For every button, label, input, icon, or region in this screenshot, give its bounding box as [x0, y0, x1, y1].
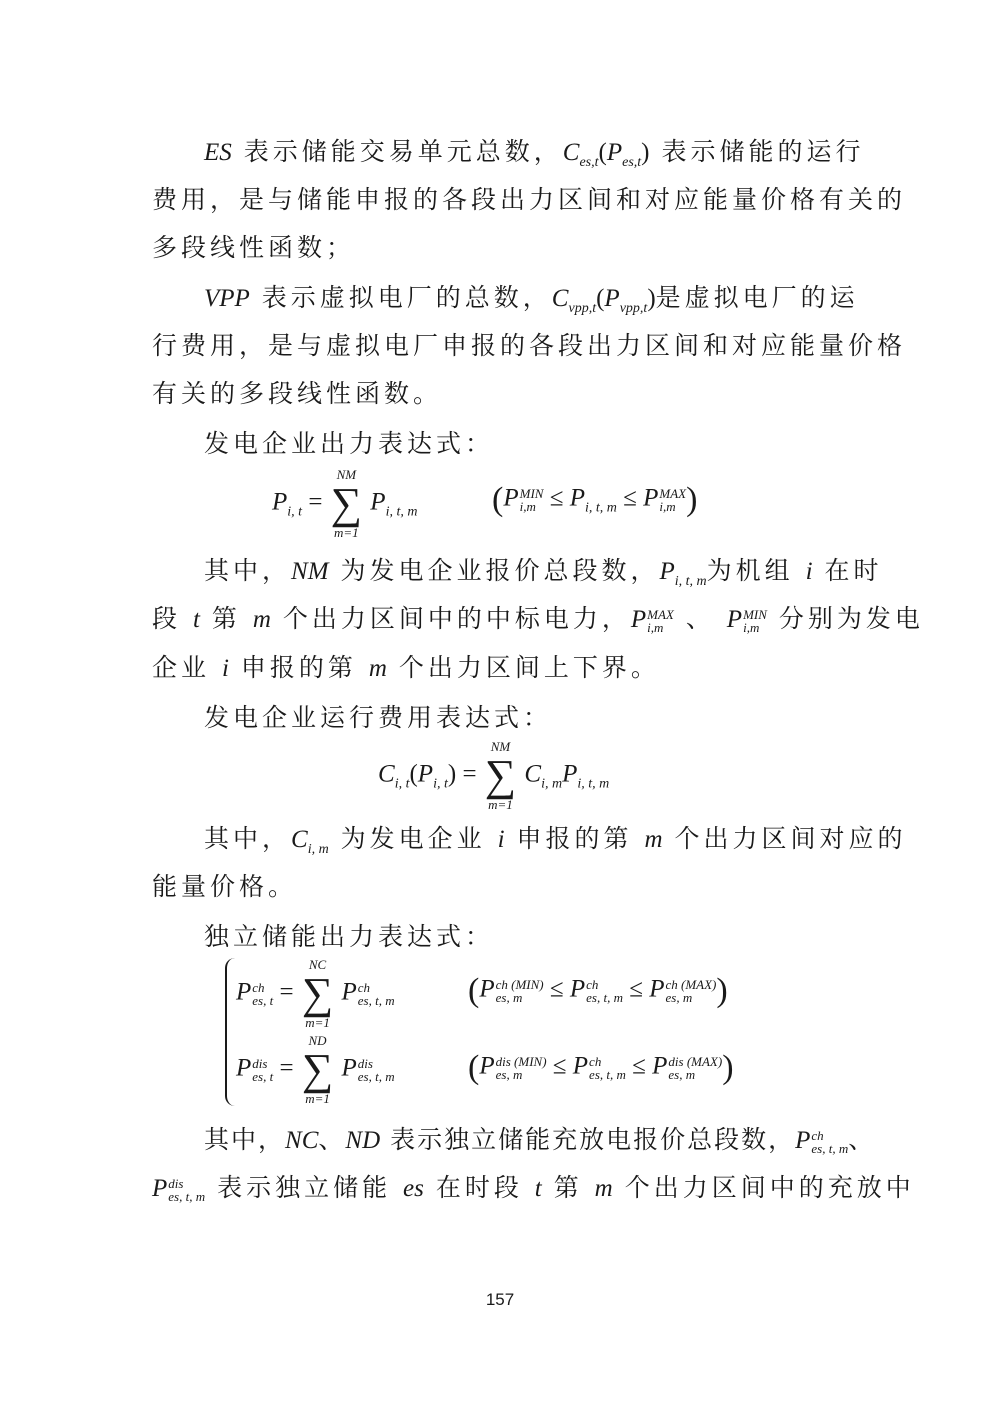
equation-generation-constraint: (P MIN i,m ≤ $P_{i, t, m} \le P$ MAX i,m )	[492, 481, 698, 518]
paragraph-es-line-3: 多段线性函数；	[152, 233, 356, 262]
paragraph-cim-line-1: 其中，$C_{i, m}$ 为发电企业 i 申报的第 m 个出力区间对应的	[204, 824, 907, 857]
summation-symbol: ND ∑ m=1	[301, 1033, 334, 1106]
heading-storage-output: 独立储能出力表达式：	[204, 922, 495, 951]
paragraph-vpp-line-2: 行费用，是与虚拟电厂申报的各段出力区间和对应能量价格	[152, 331, 907, 360]
paragraph-vpp-line-1: VPP 表示虚拟电厂的总数，$C_{vpp,t}(P_{vpp,t})$是虚拟电厂的运	[204, 283, 859, 316]
equation-storage-discharge-constraint: (P dis (MIN) es, m ≤ P ch es, t, m ≤ P dis (MAX) es, m )	[468, 1049, 734, 1086]
paragraph-nm-line-3: 企业 i 申报的第 m 个出力区间上下界。	[152, 653, 660, 682]
summation-symbol: NM ∑ m=1	[484, 739, 517, 812]
paragraph-es-line-1: ES 表示储能交易单元总数，$C_{es,t}(P_{es,t})$ 表示储能的运行	[204, 137, 865, 170]
paragraph-nc-nd-line-2: P dis es, t, m 表示独立储能 es 在时段 t 第 m 个出力区间中的充放中	[152, 1173, 915, 1204]
paragraph-vpp-line-3: 有关的多段线性函数。	[152, 379, 443, 408]
equation-storage-charge-constraint: (P ch (MIN) es, m ≤ P ch es, t, m ≤ P ch (MAX) es, m )	[468, 972, 728, 1009]
equation-generation-output: $P_{i, t}$ = NM ∑ m=1 $P_{i, t, m}$	[272, 467, 418, 540]
page-number: 157	[485, 1290, 515, 1309]
paragraph-es-line-2: 费用，是与储能申报的各段出力区间和对应能量价格有关的	[152, 185, 907, 214]
equation-generation-cost: $C_{i, t}(P_{i, t})$ = NM ∑ m=1 $C_{i, m}P_{i, t, m}$	[378, 739, 610, 812]
paragraph-cim-line-2: 能量价格。	[152, 872, 298, 901]
heading-generation-output: 发电企业出力表达式：	[204, 429, 495, 458]
paragraph-nm-line-2: 段 t 第 m 个出力区间中的中标电力，P MAX i,m 、 P MIN i,m 分别为发电	[152, 604, 924, 635]
summation-symbol: NC ∑ m=1	[301, 957, 334, 1030]
paragraph-nc-nd-line-1: 其中，NC、ND 表示独立储能充放电报价总段数，P ch es, t, m 、	[204, 1125, 876, 1156]
equation-storage-discharge: P dis es, t = ND ∑ m=1 P dis es, t, m	[236, 1033, 395, 1106]
equation-storage-charge: P ch es, t = NC ∑ m=1 P ch es, t, m	[236, 957, 395, 1030]
summation-symbol: NM ∑ m=1	[330, 467, 363, 540]
heading-generation-cost: 发电企业运行费用表达式：	[204, 703, 553, 732]
paragraph-nm-line-1: 其中，NM 为发电企业报价总段数，$P_{i, t, m}$为机组 i 在时	[204, 556, 883, 589]
